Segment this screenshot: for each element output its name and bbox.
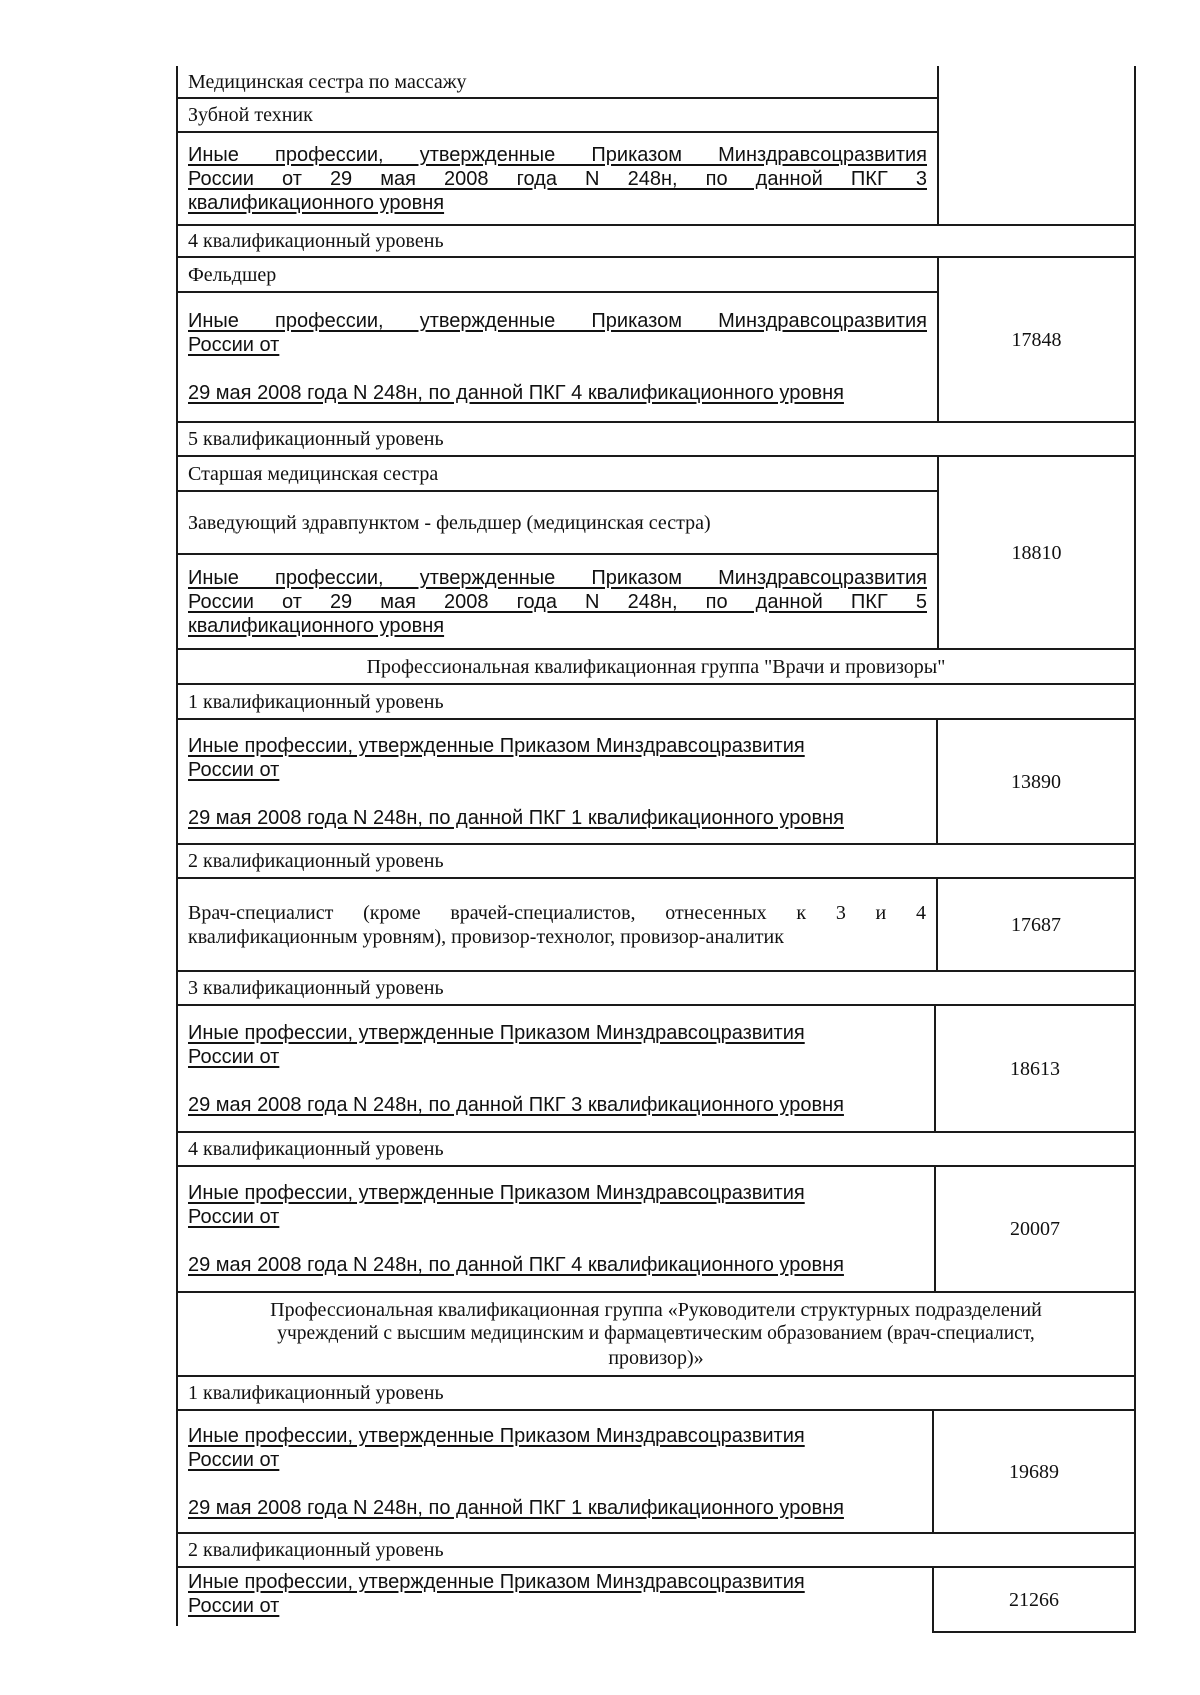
cell-text-line: России от: [188, 1045, 280, 1068]
salary-value: 13890: [1011, 770, 1061, 793]
salary-cell: [936, 1167, 1134, 1291]
salary-cell: [938, 879, 1134, 970]
cell-text-line: России от 29 мая 2008 года N 248н, по данной ПКГ 3: [188, 167, 927, 190]
cell-text-line: Иные профессии, утвержденные Приказом Минздравсоцразвития: [188, 1182, 805, 1204]
cell-text-line: квалификационного уровня: [188, 614, 445, 637]
cell-text-line: учреждений с высшим медицинским и фармацевтическим образованием (врач-специалист,: [277, 1323, 1035, 1344]
cell-text-line: России от: [188, 758, 280, 781]
salary-cell: [939, 258, 1134, 421]
cell-text-line: Профессиональная квалификационная группа «Руководители структурных подразделений: [270, 1299, 1042, 1321]
other-professions-pkg4: [178, 293, 937, 421]
cell-text-line: России от 29 мая 2008 года N 248н, по данной ПКГ 5: [188, 590, 927, 613]
cell-text: Фельдшер: [188, 263, 277, 286]
cell-text: Старшая медицинская сестра: [188, 462, 439, 485]
level-heading-1: [178, 1377, 1134, 1409]
cell-text: 4 квалификационный уровень: [188, 230, 444, 252]
other-professions-pkg3: [178, 133, 937, 224]
cell-text-line: России от: [188, 1595, 280, 1617]
salary-value: 18613: [1010, 1057, 1060, 1080]
cell-text: 3 квалификационный уровень: [188, 977, 444, 999]
salary-cell: [938, 720, 1134, 843]
cell-text: 1 квалификационный уровень: [188, 690, 444, 713]
cell-text: 2 квалификационный уровень: [188, 1539, 444, 1561]
profession-massage-nurse: [178, 66, 937, 97]
cell-text-line: 29 мая 2008 года N 248н, по данной ПКГ 3 квалификационного уровня: [188, 1093, 844, 1116]
salary-cell: [934, 1411, 1134, 1532]
cell-text-line: Врач-специалист (кроме врачей-специалистов, отнесенных к 3 и 4: [188, 901, 926, 924]
table-border-right: [1134, 66, 1136, 1632]
cell-text-line: Иные профессии, утвержденные Приказом Минздравсоцразвития: [188, 734, 805, 757]
other-professions-doctors-pkg1: [178, 720, 936, 843]
cell-text: Заведующий здравпунктом - фельдшер (медицинская сестра): [188, 511, 711, 534]
level-heading-2: [178, 845, 1134, 877]
profession-doctor-specialist: [178, 879, 936, 970]
cell-text-line: 29 мая 2008 года N 248н, по данной ПКГ 1 квалификационного уровня: [188, 1496, 844, 1519]
table-border: [932, 1631, 1136, 1633]
salary-value: 21266: [1009, 1588, 1059, 1611]
cell-text-line: провизор)»: [608, 1347, 704, 1369]
cell-text: 5 квалификационный уровень: [188, 428, 444, 450]
level-heading-4: [178, 226, 1134, 256]
profession-dental-technician: [178, 99, 937, 131]
other-professions-heads-pkg1: [178, 1411, 932, 1532]
salary-cell: [936, 1006, 1134, 1131]
profession-head-health-station: [178, 492, 937, 553]
cell-text-line: России от: [188, 1206, 280, 1228]
cell-text: 1 квалификационный уровень: [188, 1382, 444, 1404]
cell-text-line: 29 мая 2008 года N 248н, по данной ПКГ 4 квалификационного уровня: [188, 1254, 844, 1276]
cell-text-line: Иные профессии, утвержденные Приказом Минздравсоцразвития: [188, 143, 927, 166]
cell-text: Зубной техник: [188, 104, 313, 126]
salary-cell: [934, 1568, 1134, 1631]
cell-text-line: России от: [188, 1448, 280, 1471]
level-heading-2: [178, 1534, 1134, 1566]
other-professions-heads-pkg2: [178, 1568, 932, 1626]
group-heading-heads: [178, 1293, 1134, 1375]
cell-text: Профессиональная квалификационная группа "Врачи и провизоры": [366, 655, 946, 678]
cell-text-line: Иные профессии, утвержденные Приказом Минздравсоцразвития: [188, 1571, 805, 1593]
salary-value: 17687: [1011, 913, 1061, 936]
table-border-middle: [937, 66, 939, 225]
salary-cell: [939, 457, 1134, 648]
salary-value: 19689: [1009, 1460, 1059, 1483]
level-heading-5: [178, 423, 1134, 455]
group-heading-doctors: [178, 650, 1134, 683]
cell-text: 4 квалификационный уровень: [188, 1138, 444, 1160]
salary-value: 17848: [1011, 328, 1062, 351]
profession-feldsher: [178, 258, 937, 291]
cell-text-line: России от: [188, 334, 280, 356]
other-professions-doctors-pkg3: [178, 1006, 934, 1131]
cell-text-line: Иные профессии, утвержденные Приказом Минздравсоцразвития: [188, 1424, 805, 1447]
salary-value: 18810: [1011, 541, 1062, 564]
salary-value: 20007: [1010, 1218, 1060, 1240]
other-professions-pkg5: [178, 555, 937, 648]
cell-text-line: Иные профессии, утвержденные Приказом Минздравсоцразвития: [188, 1021, 805, 1044]
other-professions-doctors-pkg4: [178, 1167, 934, 1291]
profession-senior-nurse: [178, 457, 937, 490]
level-heading-3: [178, 972, 1134, 1004]
cell-text-line: 29 мая 2008 года N 248н, по данной ПКГ 4 квалификационного уровня: [188, 382, 844, 404]
cell-text: 2 квалификационный уровень: [188, 850, 444, 872]
cell-text-line: квалификационного уровня: [188, 191, 445, 214]
cell-text-line: Иные профессии, утвержденные Приказом Минздравсоцразвития: [188, 310, 927, 332]
cell-text-line: 29 мая 2008 года N 248н, по данной ПКГ 1 квалификационного уровня: [188, 806, 844, 829]
level-heading-4: [178, 1133, 1134, 1165]
cell-text-line: квалификационным уровням), провизор-технолог, провизор-аналитик: [188, 925, 784, 948]
cell-text: Медицинская сестра по массажу: [188, 70, 467, 93]
cell-text-line: Иные профессии, утвержденные Приказом Минздравсоцразвития: [188, 566, 927, 589]
level-heading-1: [178, 685, 1134, 718]
